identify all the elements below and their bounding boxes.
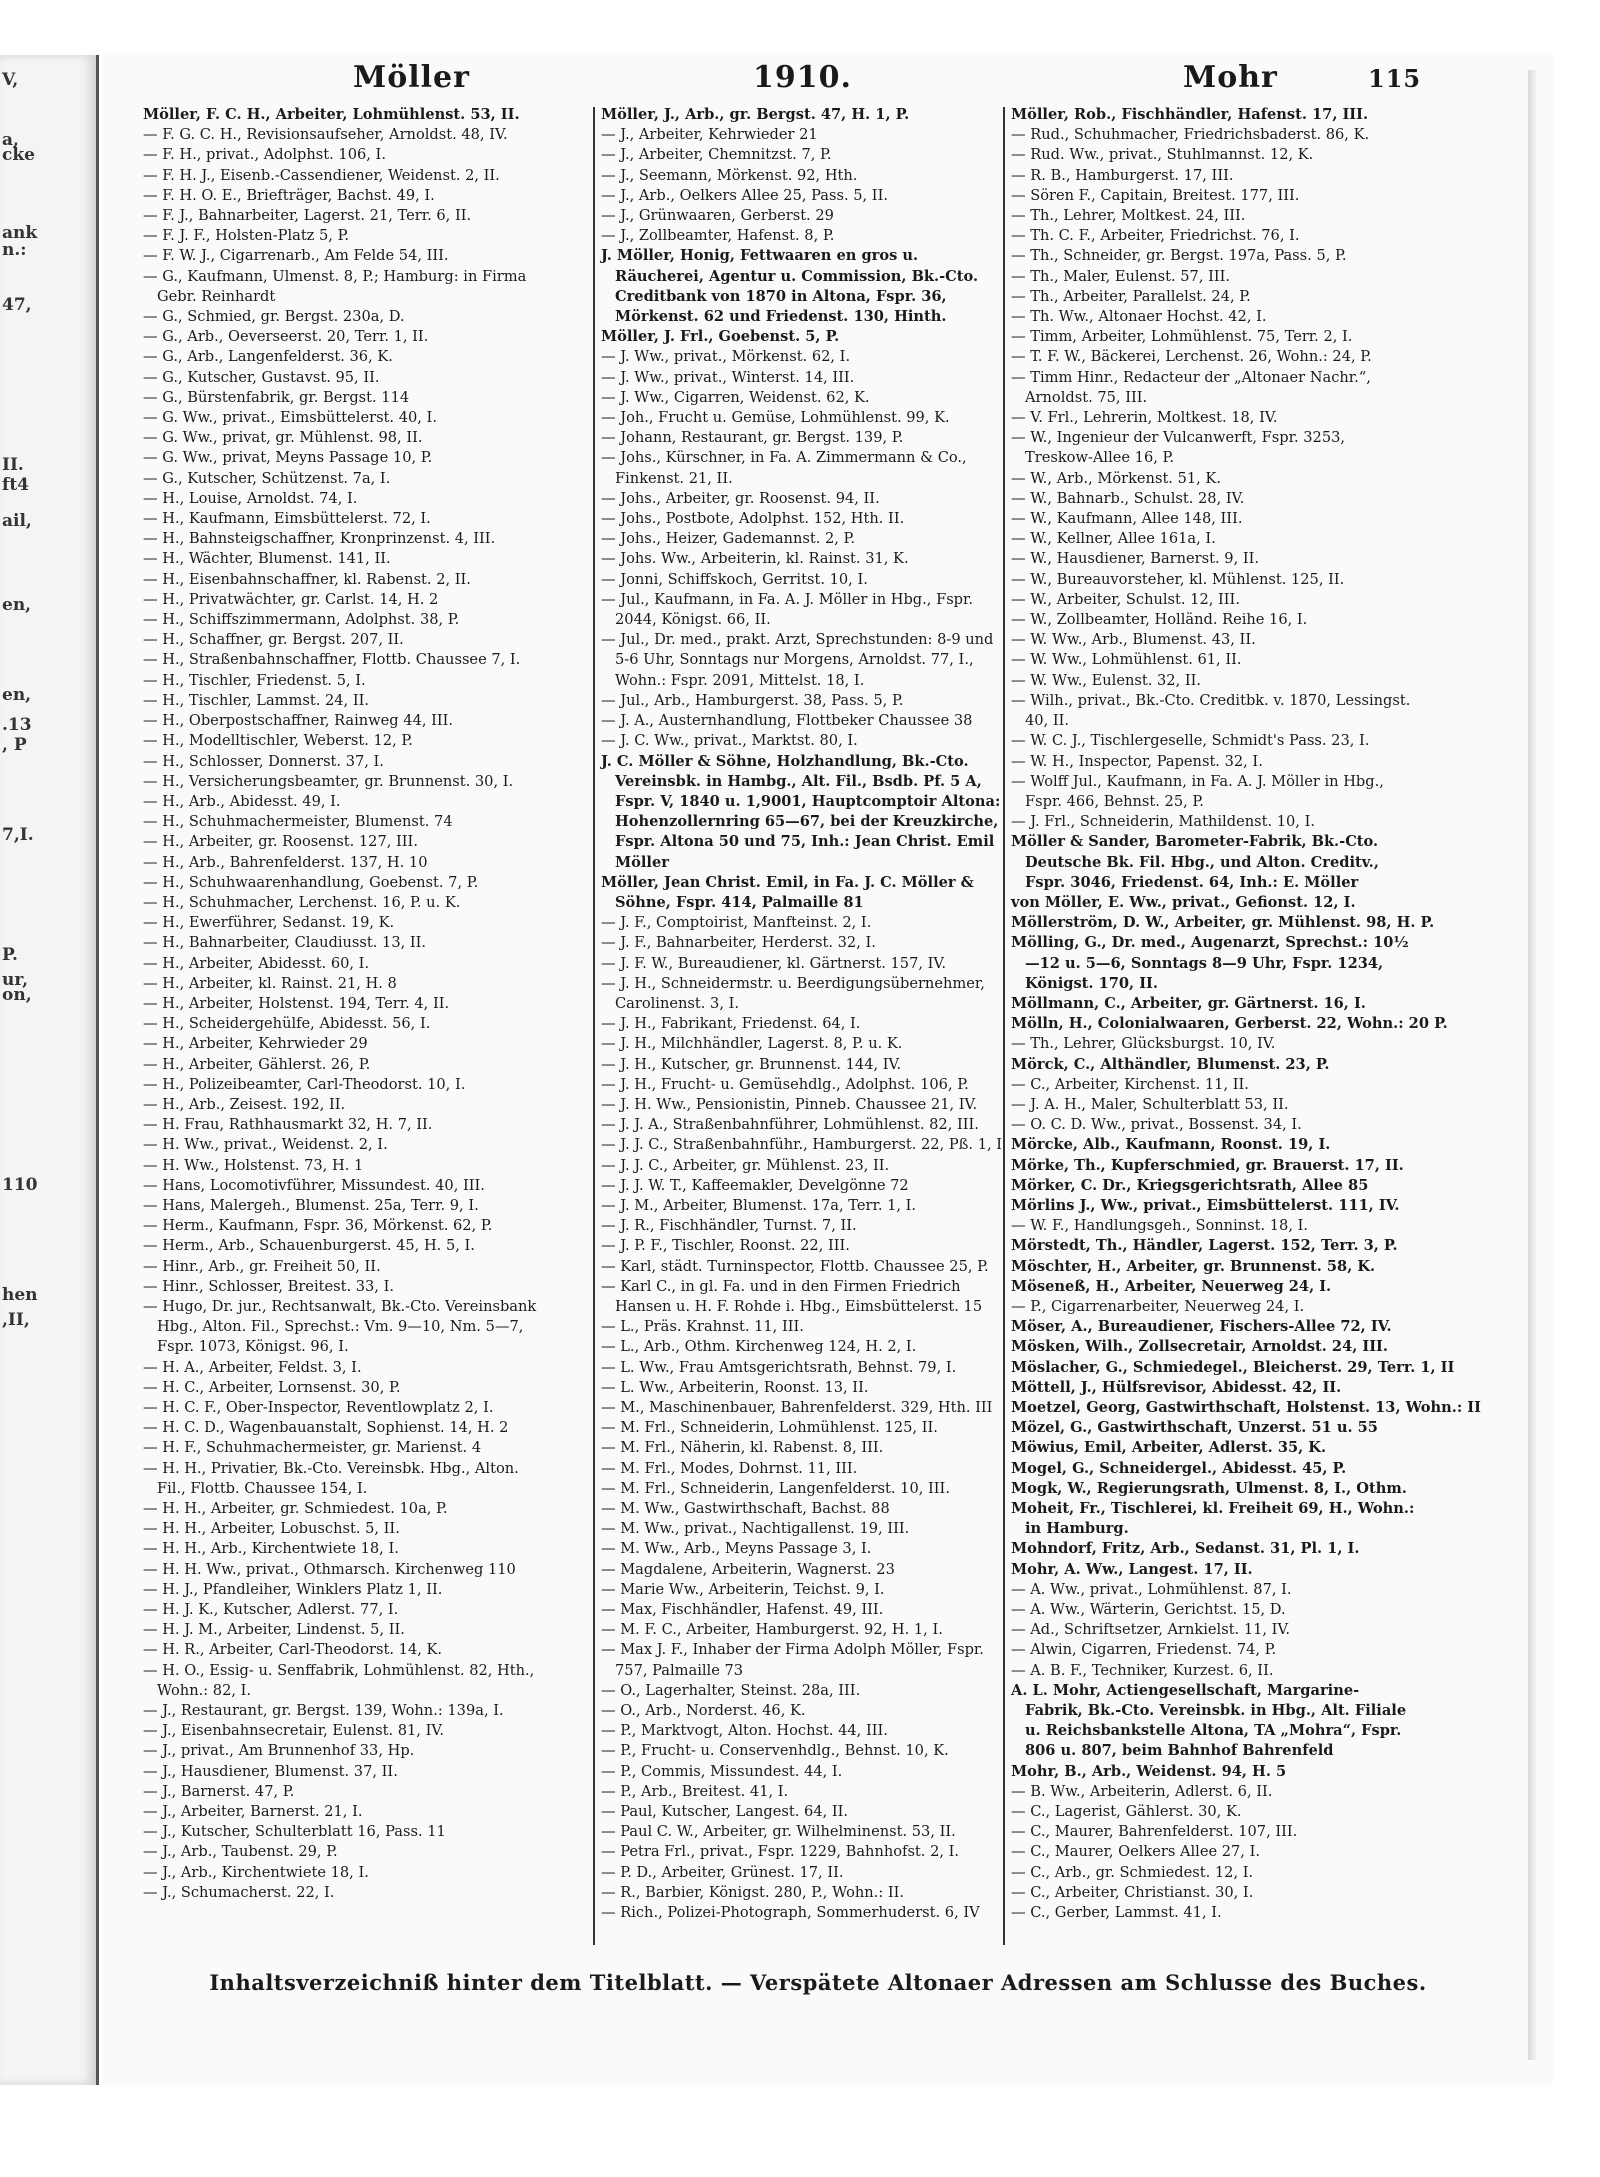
directory-entry: Mörker, C. Dr., Kriegsgerichtsrath, Allee 85: [1011, 1176, 1369, 1194]
directory-entry: — W., Kaufmann, Allee 148, III.: [1011, 510, 1243, 528]
directory-entry: — Herm., Arb., Schauenburgerst. 45, H. 5, I.: [143, 1237, 475, 1255]
directory-entry: — W. Ww., Arb., Blumenst. 43, II.: [1011, 631, 1256, 649]
directory-entry: — Rud. Ww., privat., Stuhlmannst. 12, K.: [1011, 146, 1314, 164]
directory-entry: — G., Bürstenfabrik, gr. Bergst. 114: [143, 388, 410, 406]
directory-entry: — M. F. C., Arbeiter, Hamburgerst. 92, H. 1, I.: [601, 1621, 943, 1639]
directory-entry: — G., Schmied, gr. Bergst. 230a, D.: [143, 308, 405, 326]
directory-entry: — Herm., Kaufmann, Fspr. 36, Mörkenst. 62, P.: [143, 1217, 493, 1235]
directory-entry: — J. H., Kutscher, gr. Brunnenst. 144, IV.: [601, 1055, 902, 1073]
facing-page-fragment: on,: [2, 985, 32, 1005]
directory-entry: — Th., Lehrer, Glücksburgst. 10, IV.: [1011, 1035, 1276, 1053]
directory-entry: Mörcke, Alb., Kaufmann, Roonst. 19, I.: [1011, 1136, 1331, 1154]
directory-entry: — H., Kaufmann, Eimsbüttelerst. 72, I.: [143, 510, 431, 528]
directory-entry: — H. O., Essig- u. Senffabrik, Lohmühlenst. 82, Hth., Wohn.: 82, I.: [143, 1661, 535, 1699]
directory-entry: — H., Arbeiter, Holstenst. 194, Terr. 4, II.: [143, 994, 450, 1012]
directory-entry: — H., Polizeibeamter, Carl-Theodorst. 10, I.: [143, 1075, 466, 1093]
directory-entry: — J. Ww., privat., Mörkenst. 62, I.: [601, 348, 851, 366]
directory-entry: — H., Schlosser, Donnerst. 37, I.: [143, 752, 384, 770]
directory-entry: — A. B. F., Techniker, Kurzest. 6, II.: [1011, 1661, 1274, 1679]
directory-entry: — Jul., Kaufmann, in Fa. A. J. Möller in Hbg., Fspr. 2044, Königst. 66, II.: [601, 590, 974, 629]
facing-page-fragment: 110: [2, 1175, 38, 1195]
directory-entry: — Rich., Polizei-Photograph, Sommerhuderst. 6, IV: [601, 1904, 980, 1922]
directory-entry: — W., Hausdiener, Barnerst. 9, II.: [1011, 550, 1260, 568]
directory-entry: J. Möller, Honig, Fettwaaren en gros u. Räucherei, Agentur u. Commission, Bk.-Cto. Creditbank von 1870 in Altona, Fspr. 36, Mörkenst. 62 und Friedenst. 130, Hinth.: [601, 247, 979, 326]
column-divider: [593, 107, 595, 1945]
directory-entry: — J. A. H., Maler, Schulterblatt 53, II.: [1011, 1095, 1289, 1113]
directory-entry: Möller, Rob., Fischhändler, Hafenst. 17, III.: [1011, 106, 1369, 123]
directory-entry: — H. H. Ww., privat., Othmarsch. Kirchenweg 110: [143, 1560, 516, 1578]
directory-entry: — G., Arb., Langenfelderst. 36, K.: [143, 348, 393, 366]
directory-entry: — H., Wächter, Blumenst. 141, II.: [143, 550, 391, 568]
directory-entry: — Karl, städt. Turninspector, Flottb. Chaussee 25, P.: [601, 1257, 989, 1275]
directory-entry: — W., Bureauvorsteher, kl. Mühlenst. 125, II.: [1011, 570, 1345, 588]
directory-entry: — Johs. Ww., Arbeiterin, kl. Rainst. 31, K.: [601, 550, 909, 568]
directory-entry: — W. H., Inspector, Papenst. 32, I.: [1011, 752, 1263, 770]
facing-page-fragment: .13: [2, 715, 32, 735]
directory-entry: — J., Eisenbahnsecretair, Eulenst. 81, IV.: [143, 1722, 444, 1740]
facing-page-fragment: 7,I.: [2, 825, 34, 845]
directory-entry: — W., Kellner, Allee 161a, I.: [1011, 530, 1216, 548]
directory-entry: — Hans, Locomotivführer, Missundest. 40, III.: [143, 1176, 485, 1194]
directory-entry: — Johs., Heizer, Gademannst. 2, P.: [601, 530, 856, 548]
directory-entry: A. L. Mohr, Actiengesellschaft, Margarine-Fabrik, Bk.-Cto. Vereinsbk. in Hbg., Alt. Filiale u. Reichsbankstelle Altona, TA „Mohra“, Fspr. 806 u. 807, beim Bahnhof Bahrenfeld: [1011, 1681, 1407, 1760]
directory-entry: — J. H., Fabrikant, Friedenst. 64, I.: [601, 1015, 861, 1033]
directory-entry: — M. Ww., Arb., Meyns Passage 3, I.: [601, 1540, 872, 1558]
directory-entry: — H., Arbeiter, gr. Roosenst. 127, III.: [143, 833, 418, 851]
directory-entry: — H. C. D., Wagenbauanstalt, Sophienst. 14, H. 2: [143, 1419, 509, 1437]
directory-entry: — H., Modelltischler, Weberst. 12, P.: [143, 732, 413, 750]
facing-page-fragment: V,: [2, 70, 19, 90]
directory-entry: — J., Arbeiter, Barnerst. 21, I.: [143, 1803, 363, 1821]
directory-entry: — J. A., Austernhandlung, Flottbeker Chaussee 38: [601, 712, 973, 730]
directory-entry: — W., Ingenieur der Vulcanwerft, Fspr. 3253, Treskow-Allee 16, P.: [1011, 429, 1346, 467]
facing-page-fragment: cke: [2, 145, 35, 165]
page-footer-note: Inhaltsverzeichniß hinter dem Titelblatt. — Verspätete Altonaer Adressen am Schlusse des Buches.: [209, 1970, 1427, 1995]
directory-entry: — R. B., Hamburgerst. 17, III.: [1011, 166, 1234, 184]
directory-entry: — J. Frl., Schneiderin, Mathildenst. 10, I.: [1011, 813, 1315, 831]
directory-entry: — Hinr., Arb., gr. Freiheit 50, II.: [143, 1257, 381, 1275]
page-header: [103, 60, 1533, 106]
directory-entry: — P., Arb., Breitest. 41, I.: [601, 1782, 789, 1800]
directory-entry: Mözel, G., Gastwirthschaft, Unzerst. 51 u. 55: [1011, 1419, 1378, 1437]
directory-entry: — Sören F., Capitain, Breitest. 177, III.: [1011, 186, 1300, 204]
directory-entry: — Paul C. W., Arbeiter, gr. Wilhelminenst. 53, II.: [601, 1823, 956, 1841]
directory-entry: — B. Ww., Arbeiterin, Adlerst. 6, II.: [1011, 1782, 1273, 1800]
facing-page-fragment: ail,: [2, 511, 32, 531]
directory-entry: — H., Arbeiter, kl. Rainst. 21, H. 8: [143, 974, 397, 992]
header-year: 1910.: [753, 60, 852, 95]
facing-page-fragment: 47,: [2, 295, 32, 315]
directory-entry: — Johann, Restaurant, gr. Bergst. 139, P.: [601, 429, 904, 447]
directory-entry: — G., Arb., Oeverseerst. 20, Terr. 1, II.: [143, 328, 429, 346]
directory-entry: — H., Privatwächter, gr. Carlst. 14, H. 2: [143, 590, 439, 608]
directory-entry: — G. Ww., privat., Eimsbüttelerst. 40, I.: [143, 409, 437, 427]
directory-entry: — J., Barnerst. 47, P.: [143, 1782, 295, 1800]
column-2: [601, 105, 1005, 1945]
directory-entry: — O. C. D. Ww., privat., Bossenst. 34, I.: [1011, 1116, 1302, 1134]
directory-entry: — G., Kutscher, Schützenst. 7a, I.: [143, 469, 391, 487]
directory-entry: — Jul., Arb., Hamburgerst. 38, Pass. 5, P.: [601, 691, 904, 709]
directory-entry: — H., Schaffner, gr. Bergst. 207, II.: [143, 631, 404, 649]
directory-entry: — H., Schiffszimmermann, Adolphst. 38, P.: [143, 611, 460, 629]
directory-entry: — Timm, Arbeiter, Lohmühlenst. 75, Terr. 2, I.: [1011, 328, 1353, 346]
directory-entry: — H. H., Arbeiter, gr. Schmiedest. 10a, P.: [143, 1500, 448, 1518]
directory-entry: — H. C. F., Ober-Inspector, Reventlowplatz 2, I.: [143, 1399, 494, 1416]
directory-entry: — J., Schumacherst. 22, I.: [143, 1883, 335, 1901]
directory-entry: — P., Commis, Missundest. 44, I.: [601, 1762, 843, 1780]
directory-entry: — H., Louise, Arnoldst. 74, I.: [143, 489, 358, 507]
directory-entry: — H., Bahnsteigschaffner, Kronprinzenst. 4, III.: [143, 530, 496, 548]
directory-entry: — Th., Schneider, gr. Bergst. 197a, Pass. 5, P.: [1011, 247, 1347, 265]
directory-entry: Mohr, B., Arb., Weidenst. 94, H. 5: [1011, 1762, 1287, 1780]
directory-entry: — C., Maurer, Bahrenfelderst. 107, III.: [1011, 1823, 1298, 1841]
directory-entry: — H., Bahnarbeiter, Claudiusst. 13, II.: [143, 934, 427, 952]
directory-entry: Möser, A., Bureaudiener, Fischers-Allee 72, IV.: [1011, 1318, 1392, 1336]
directory-entry: — L. Ww., Arbeiterin, Roonst. 13, II.: [601, 1378, 869, 1396]
directory-entry: — H. J., Pfandleiher, Winklers Platz 1, II.: [143, 1580, 443, 1598]
header-left-keyword: Möller: [353, 60, 470, 95]
directory-entry: Möller, Jean Christ. Emil, in Fa. J. C. Möller & Söhne, Fspr. 414, Palmaille 81: [601, 873, 974, 911]
directory-entry: — Th. Ww., Altonaer Hochst. 42, I.: [1011, 308, 1267, 326]
directory-entry: — H., Versicherungsbeamter, gr. Brunnenst. 30, I.: [143, 772, 514, 790]
directory-entry: — H., Schuhwaarenhandlung, Goebenst. 7, P.: [143, 873, 479, 891]
directory-entry: Möschter, H., Arbeiter, gr. Brunnenst. 58, K.: [1011, 1257, 1376, 1275]
directory-entry: — Karl C., in gl. Fa. und in den Firmen Friedrich Hansen u. H. F. Rohde i. Hbg., Eimsbüttelerst. 15: [601, 1277, 983, 1315]
directory-entry: — V. Frl., Lehrerin, Moltkest. 18, IV.: [1011, 409, 1278, 427]
directory-entry: — M. Frl., Näherin, kl. Rabenst. 8, III.: [601, 1439, 884, 1457]
directory-entry: — M., Maschinenbauer, Bahrenfelderst. 329, Hth. III: [601, 1399, 993, 1416]
directory-entry: — J., Seemann, Mörkenst. 92, Hth.: [601, 166, 858, 184]
directory-entry: — H. F., Schuhmachermeister, gr. Marienst. 4: [143, 1439, 482, 1457]
directory-entry: Möller, F. C. H., Arbeiter, Lohmühlenst. 53, II.: [143, 106, 520, 123]
directory-entry: Mölling, G., Dr. med., Augenarzt, Sprechst.: 10½—12 u. 5—6, Sonntags 8—9 Uhr, Fspr. 1234, Königst. 170, II.: [1011, 934, 1409, 992]
directory-entry: — Magdalene, Arbeiterin, Wagnerst. 23: [601, 1560, 895, 1578]
directory-entry: Möllerström, D. W., Arbeiter, gr. Mühlenst. 98, H. P.: [1011, 914, 1435, 932]
directory-entry: Mösken, Wilh., Zollsecretair, Arnoldst. 24, III.: [1011, 1338, 1388, 1356]
facing-page-fragment: hen: [2, 1285, 38, 1305]
directory-page: [103, 55, 1553, 2085]
directory-entry: — Hans, Malergeh., Blumenst. 25a, Terr. 9, I.: [143, 1196, 479, 1214]
directory-entry: — M. Ww., privat., Nachtigallenst. 19, III.: [601, 1520, 910, 1538]
directory-entry: — Max, Fischhändler, Hafenst. 49, III.: [601, 1601, 884, 1619]
directory-entry: — Max J. F., Inhaber der Firma Adolph Möller, Fspr. 757, Palmaille 73: [601, 1641, 984, 1679]
directory-entry: — H. H., Arbeiter, Lobuschst. 5, II.: [143, 1520, 400, 1538]
directory-entry: — H. Ww., privat., Weidenst. 2, I.: [143, 1136, 388, 1154]
directory-entry: — H., Arbeiter, Abidesst. 60, I.: [143, 954, 370, 972]
directory-entry: — W. C. J., Tischlergeselle, Schmidt's Pass. 23, I.: [1011, 732, 1370, 750]
directory-entry: — W., Bahnarb., Schulst. 28, IV.: [1011, 489, 1245, 507]
directory-entry: — J. H., Milchhändler, Lagerst. 8, P. u. K.: [601, 1035, 903, 1053]
directory-entry: — W., Arb., Mörkenst. 51, K.: [1011, 469, 1221, 487]
directory-entry: — J., Arb., Taubenst. 29, P.: [143, 1843, 338, 1861]
directory-entry: — Hugo, Dr. jur., Rechtsanwalt, Bk.-Cto. Vereinsbank Hbg., Alton. Fil., Sprechst.: Vm. 9—10, Nm. 5—7, Fspr. 1073, Königst. 96, I.: [143, 1297, 537, 1356]
directory-entry: — M. Frl., Schneiderin, Lohmühlenst. 125, II.: [601, 1419, 938, 1437]
facing-page-edge: [0, 55, 99, 2085]
directory-entry: — H. C., Arbeiter, Lornsenst. 30, P.: [143, 1378, 401, 1396]
directory-entry: — H. H., Privatier, Bk.-Cto. Vereinsbk. Hbg., Alton. Fil., Flottb. Chaussee 154, I.: [143, 1459, 519, 1497]
header-right-keyword: Mohr: [1183, 60, 1278, 95]
facing-page-fragment: ur,: [2, 970, 28, 990]
directory-entry: — C., Gerber, Lammst. 41, I.: [1011, 1904, 1222, 1922]
directory-entry: — J., Zollbeamter, Hafenst. 8, P.: [601, 227, 835, 245]
directory-entry: — C., Arbeiter, Christianst. 30, I.: [1011, 1883, 1254, 1901]
facing-page-fragment: II.: [2, 455, 24, 475]
directory-entry: — Hinr., Schlosser, Breitest. 33, I.: [143, 1277, 394, 1295]
directory-entry: — A. Ww., privat., Lohmühlenst. 87, I.: [1011, 1580, 1292, 1598]
facing-page-fragment: ,II,: [2, 1310, 30, 1330]
directory-entry: — H., Tischler, Lammst. 24, II.: [143, 691, 370, 709]
directory-entry: — J. J. C., Straßenbahnführ., Hamburgerst. 22, Pß. 1, I: [601, 1136, 1003, 1154]
directory-entry: — Jonni, Schiffskoch, Gerritst. 10, I.: [601, 570, 868, 588]
directory-entry: — W. Ww., Eulenst. 32, II.: [1011, 671, 1202, 689]
directory-entry: — W. F., Handlungsgeh., Sonninst. 18, I.: [1011, 1217, 1309, 1235]
directory-entry: — J. Ww., Cigarren, Weidenst. 62, K.: [601, 388, 870, 406]
facing-page-fragment: en,: [2, 595, 32, 615]
directory-entry: — J., Arb., Kirchentwiete 18, I.: [143, 1863, 369, 1881]
directory-entry: Möllmann, C., Arbeiter, gr. Gärtnerst. 16, I.: [1011, 994, 1366, 1012]
page-edge-shadow: [1528, 70, 1536, 2060]
directory-entry: — H., Tischler, Friedenst. 5, I.: [143, 671, 366, 689]
directory-entry: — Johs., Kürschner, in Fa. A. Zimmermann & Co., Finkenst. 21, II.: [601, 449, 967, 487]
directory-entry: — F. H. J., Eisenb.-Cassendiener, Weidenst. 2, II.: [143, 166, 500, 184]
directory-entry: — Alwin, Cigarren, Friedenst. 74, P.: [1011, 1641, 1277, 1659]
directory-entry: — Ad., Schriftsetzer, Arnkielst. 11, IV.: [1011, 1621, 1291, 1639]
directory-entry: — Th., Maler, Eulenst. 57, III.: [1011, 267, 1231, 285]
directory-entry: — H., Schuhmacher, Lerchenst. 16, P. u. K.: [143, 893, 461, 911]
directory-entry: — F. G. C. H., Revisionsaufseher, Arnoldst. 48, IV.: [143, 126, 508, 144]
directory-entry: Mörck, C., Althändler, Blumenst. 23, P.: [1011, 1055, 1330, 1073]
directory-entry: — J. F., Bahnarbeiter, Herderst. 32, I.: [601, 934, 876, 952]
directory-entry: — J. H., Frucht- u. Gemüsehdlg., Adolphst. 106, P.: [601, 1075, 969, 1093]
column-3: [1011, 105, 1481, 1945]
directory-entry: — H., Arb., Zeisest. 192, II.: [143, 1095, 346, 1113]
directory-entry: — H., Arb., Bahrenfelderst. 137, H. 10: [143, 853, 428, 871]
directory-entry: — G. Ww., privat, Meyns Passage 10, P.: [143, 449, 433, 467]
directory-entry: — H., Oberpostschaffner, Rainweg 44, III.: [143, 712, 454, 730]
directory-entry: — J. C. Ww., privat., Marktst. 80, I.: [601, 732, 858, 750]
directory-entry: — O., Lagerhalter, Steinst. 28a, III.: [601, 1681, 861, 1699]
directory-entry: — Wilh., privat., Bk.-Cto. Creditbk. v. 1870, Lessingst. 40, II.: [1011, 691, 1411, 730]
directory-entry: — H., Arbeiter, Gählerst. 26, P.: [143, 1055, 371, 1073]
directory-entry: — J. J. C., Arbeiter, gr. Mühlenst. 23, II.: [601, 1156, 890, 1174]
directory-entry: — J. P. F., Tischler, Roonst. 22, III.: [601, 1237, 850, 1255]
directory-entry: — H. H., Arb., Kirchentwiete 18, I.: [143, 1540, 399, 1558]
column-1: [143, 105, 547, 1945]
directory-entry: Mohndorf, Fritz, Arb., Sedanst. 31, Pl. 1, I.: [1011, 1540, 1360, 1558]
directory-entry: — F. H., privat., Adolphst. 106, I.: [143, 146, 386, 164]
facing-page-fragment: ank: [2, 223, 38, 243]
directory-entry: Moheit, Fr., Tischlerei, kl. Freiheit 69, H., Wohn.: in Hamburg.: [1011, 1500, 1415, 1538]
directory-entry: Möttell, J., Hülfsrevisor, Abidesst. 42, II.: [1011, 1378, 1342, 1396]
directory-entry: — Paul, Kutscher, Langest. 64, II.: [601, 1803, 849, 1821]
directory-entry: — J., Hausdiener, Blumenst. 37, II.: [143, 1762, 398, 1780]
directory-entry: — H. J. K., Kutscher, Adlerst. 77, I.: [143, 1601, 399, 1619]
directory-entry: — Johs., Postbote, Adolphst. 152, Hth. II.: [601, 510, 905, 528]
directory-entry: — Th., Arbeiter, Parallelst. 24, P.: [1011, 287, 1251, 305]
directory-entry: Möller & Sander, Barometer-Fabrik, Bk.-Cto. Deutsche Bk. Fil. Hbg., und Alton. Creditv., Fspr. 3046, Friedenst. 64, Inh.: E. Möller: [1011, 833, 1379, 891]
directory-entry: Mölln, H., Colonialwaaren, Gerberst. 22, Wohn.: 20 P.: [1011, 1015, 1448, 1033]
directory-entry: — F. H. O. E., Briefträger, Bachst. 49, I.: [143, 186, 435, 204]
directory-entry: — Th. C. F., Arbeiter, Friedrichst. 76, I.: [1011, 227, 1300, 245]
directory-entry: — Joh., Frucht u. Gemüse, Lohmühlenst. 99, K.: [601, 409, 950, 427]
directory-entry: Mogk, W., Regierungsrath, Ulmenst. 8, I., Othm.: [1011, 1479, 1407, 1497]
directory-entry: — H., Scheidergehülfe, Abidesst. 56, I.: [143, 1015, 431, 1033]
directory-entry: — Johs., Arbeiter, gr. Roosenst. 94, II.: [601, 489, 880, 507]
directory-entry: — F. J., Bahnarbeiter, Lagerst. 21, Terr. 6, II.: [143, 207, 472, 225]
directory-entry: — H. A., Arbeiter, Feldst. 3, I.: [143, 1358, 362, 1376]
directory-entry: — L., Arb., Othm. Kirchenweg 124, H. 2, I.: [601, 1338, 917, 1356]
directory-entry: — J. H., Schneidermstr. u. Beerdigungsübernehmer, Carolinenst. 3, I.: [601, 974, 985, 1012]
directory-entry: — J., Arb., Oelkers Allee 25, Pass. 5, II.: [601, 186, 888, 204]
directory-entry: — F. J. F., Holsten-Platz 5, P.: [143, 227, 350, 245]
directory-entry: — J., privat., Am Brunnenhof 33, Hp.: [143, 1742, 415, 1760]
directory-entry: Möller, J. Frl., Goebenst. 5, P.: [601, 328, 840, 346]
directory-entry: — M. Frl., Modes, Dohrnst. 11, III.: [601, 1459, 858, 1477]
directory-entry: — H. R., Arbeiter, Carl-Theodorst. 14, K.: [143, 1641, 443, 1659]
directory-entry: — W., Arbeiter, Schulst. 12, III.: [1011, 590, 1240, 608]
directory-entry: — J. M., Arbeiter, Blumenst. 17a, Terr. 1, I.: [601, 1196, 917, 1214]
directory-entry: — F. W. J., Cigarrenarb., Am Felde 54, III.: [143, 247, 449, 265]
directory-entry: — J. R., Fischhändler, Turnst. 7, II.: [601, 1217, 857, 1235]
directory-entry: Mörstedt, Th., Händler, Lagerst. 152, Terr. 3, P.: [1011, 1237, 1398, 1255]
directory-entry: — A. Ww., Wärterin, Gerichtst. 15, D.: [1011, 1601, 1286, 1619]
directory-entry: — L. Ww., Frau Amtsgerichtsrath, Behnst. 79, I.: [601, 1358, 957, 1376]
directory-entry: Möseneß, H., Arbeiter, Neuerweg 24, I.: [1011, 1277, 1332, 1295]
directory-entry: — J. H. Ww., Pensionistin, Pinneb. Chaussee 21, IV.: [601, 1095, 978, 1113]
directory-entry: — J. F. W., Bureaudiener, kl. Gärtnerst. 157, IV.: [601, 954, 947, 972]
directory-entry: — P., Marktvogt, Alton. Hochst. 44, III.: [601, 1722, 888, 1740]
facing-page-fragment: a,: [2, 130, 19, 150]
directory-entry: von Möller, E. Ww., privat., Gefionst. 12, I.: [1011, 893, 1356, 911]
directory-entry: — R., Barbier, Königst. 280, P., Wohn.: II.: [601, 1883, 905, 1901]
directory-entry: — J. J. A., Straßenbahnführer, Lohmühlenst. 82, III.: [601, 1116, 979, 1134]
directory-entry: — J. Ww., privat., Winterst. 14, III.: [601, 368, 855, 386]
directory-entry: Mörke, Th., Kupferschmied, gr. Brauerst. 17, II.: [1011, 1156, 1404, 1174]
directory-entry: — W., Zollbeamter, Holländ. Reihe 16, I.: [1011, 611, 1308, 629]
directory-entry: — J. F., Comptoirist, Manfteinst. 2, I.: [601, 914, 872, 932]
facing-page-fragment: P.: [2, 945, 18, 965]
directory-entry: — H., Ewerführer, Sedanst. 19, K.: [143, 914, 395, 932]
directory-entry: — P., Frucht- u. Conservenhdlg., Behnst. 10, K.: [601, 1742, 949, 1760]
directory-entry: — H., Schuhmachermeister, Blumenst. 74: [143, 813, 453, 831]
directory-entry: — H. Ww., Holstenst. 73, H. 1: [143, 1156, 364, 1174]
directory-entry: — C., Maurer, Oelkers Allee 27, I.: [1011, 1843, 1260, 1861]
facing-page-fragment: n.:: [2, 240, 27, 260]
directory-entry: — J., Restaurant, gr. Bergst. 139, Wohn.: 139a, I.: [143, 1702, 504, 1720]
directory-entry: — G. Ww., privat, gr. Mühlenst. 98, II.: [143, 429, 423, 447]
directory-entry: Moetzel, Georg, Gastwirthschaft, Holstenst. 13, Wohn.: II: [1011, 1399, 1481, 1416]
directory-entry: Mörlins J., Ww., privat., Eimsbüttelerst. 111, IV.: [1011, 1196, 1400, 1214]
directory-entry: — W. Ww., Lohmühlenst. 61, II.: [1011, 651, 1242, 669]
directory-entry: — H., Arbeiter, Kehrwieder 29: [143, 1035, 368, 1053]
directory-entry: — Petra Frl., privat., Fspr. 1229, Bahnhofst. 2, I.: [601, 1843, 960, 1861]
directory-entry: — Timm Hinr., Redacteur der „Altonaer Nachr.“, Arnoldst. 75, III.: [1011, 368, 1371, 406]
directory-entry: — Jul., Dr. med., prakt. Arzt, Sprechstunden: 8-9 und 5-6 Uhr, Sonntags nur Morgens, Arnoldst. 77, I., Wohn.: Fspr. 2091, Mittelst. 18, I.: [601, 631, 994, 689]
directory-entry: — M. Ww., Gastwirthschaft, Bachst. 88: [601, 1500, 890, 1518]
page-number: 115: [1368, 64, 1422, 93]
directory-entry: — C., Arbeiter, Kirchenst. 11, II.: [1011, 1075, 1249, 1093]
directory-entry: — H., Eisenbahnschaffner, kl. Rabenst. 2, II.: [143, 570, 471, 588]
directory-entry: — T. F. W., Bäckerei, Lerchenst. 26, Wohn.: 24, P.: [1011, 348, 1372, 366]
directory-entry: — Wolff Jul., Kaufmann, in Fa. A. J. Möller in Hbg., Fspr. 466, Behnst. 25, P.: [1011, 772, 1384, 810]
column-divider: [1003, 107, 1005, 1945]
facing-page-fragment: ft4: [2, 475, 29, 495]
directory-entry: Möwius, Emil, Arbeiter, Adlerst. 35, K.: [1011, 1439, 1327, 1457]
facing-page-fragment: en,: [2, 685, 32, 705]
directory-entry: Mogel, G., Schneidergel., Abidesst. 45, P.: [1011, 1459, 1347, 1477]
facing-page-fragment: , P: [2, 735, 27, 755]
directory-entry: Möller, J., Arb., gr. Bergst. 47, H. 1, P.: [601, 106, 910, 123]
directory-entry: — O., Arb., Norderst. 46, K.: [601, 1702, 806, 1720]
directory-entry: — J., Grünwaaren, Gerberst. 29: [601, 207, 834, 225]
directory-entry: — C., Lagerist, Gählerst. 30, K.: [1011, 1803, 1242, 1821]
directory-entry: — H. Frau, Rathhausmarkt 32, H. 7, II.: [143, 1116, 433, 1134]
directory-entry: — J., Arbeiter, Kehrwieder 21: [601, 126, 818, 144]
directory-entry: — P., Cigarrenarbeiter, Neuerweg 24, I.: [1011, 1297, 1305, 1315]
directory-entry: Mohr, A. Ww., Langest. 17, II.: [1011, 1560, 1253, 1578]
directory-entry: — J. J. W. T., Kaffeemakler, Develgönne 72: [601, 1176, 909, 1194]
directory-entry: Möslacher, G., Schmiedegel., Bleicherst. 29, Terr. 1, II: [1011, 1358, 1455, 1376]
directory-entry: — Rud., Schuhmacher, Friedrichsbaderst. 86, K.: [1011, 126, 1370, 144]
directory-entry: — G., Kutscher, Gustavst. 95, II.: [143, 368, 380, 386]
directory-entry: — Th., Lehrer, Moltkest. 24, III.: [1011, 207, 1246, 225]
directory-entry: — P. D., Arbeiter, Grünest. 17, II.: [601, 1863, 844, 1881]
directory-entry: — L., Präs. Krahnst. 11, III.: [601, 1318, 804, 1336]
directory-entry: — H., Straßenbahnschaffner, Flottb. Chaussee 7, I.: [143, 651, 521, 669]
directory-entry: — H., Arb., Abidesst. 49, I.: [143, 792, 341, 810]
directory-entry: — H. J. M., Arbeiter, Lindenst. 5, II.: [143, 1621, 405, 1639]
directory-entry: — Marie Ww., Arbeiterin, Teichst. 9, I.: [601, 1580, 885, 1598]
directory-entry: — C., Arb., gr. Schmiedest. 12, I.: [1011, 1863, 1254, 1881]
directory-entry: — M. Frl., Schneiderin, Langenfelderst. 10, III.: [601, 1479, 950, 1497]
directory-entry: — J., Kutscher, Schulterblatt 16, Pass. 11: [143, 1823, 446, 1841]
directory-entry: — G., Kaufmann, Ulmenst. 8, P.; Hamburg: in Firma Gebr. Reinhardt: [143, 267, 527, 305]
directory-entry: — J., Arbeiter, Chemnitzst. 7, P.: [601, 146, 832, 164]
directory-entry: J. C. Möller & Söhne, Holzhandlung, Bk.-Cto. Vereinsbk. in Hambg., Alt. Fil., Bsdb. Pf. 5 A, Fspr. V, 1840 u. 1,9001, Hauptcomptoir Altona: Hohenzollernring 65—67, bei der Kreuzkirche, Fspr. Altona 50 und 75, Inh.: Jean Christ. Emil Möller: [601, 752, 1001, 871]
